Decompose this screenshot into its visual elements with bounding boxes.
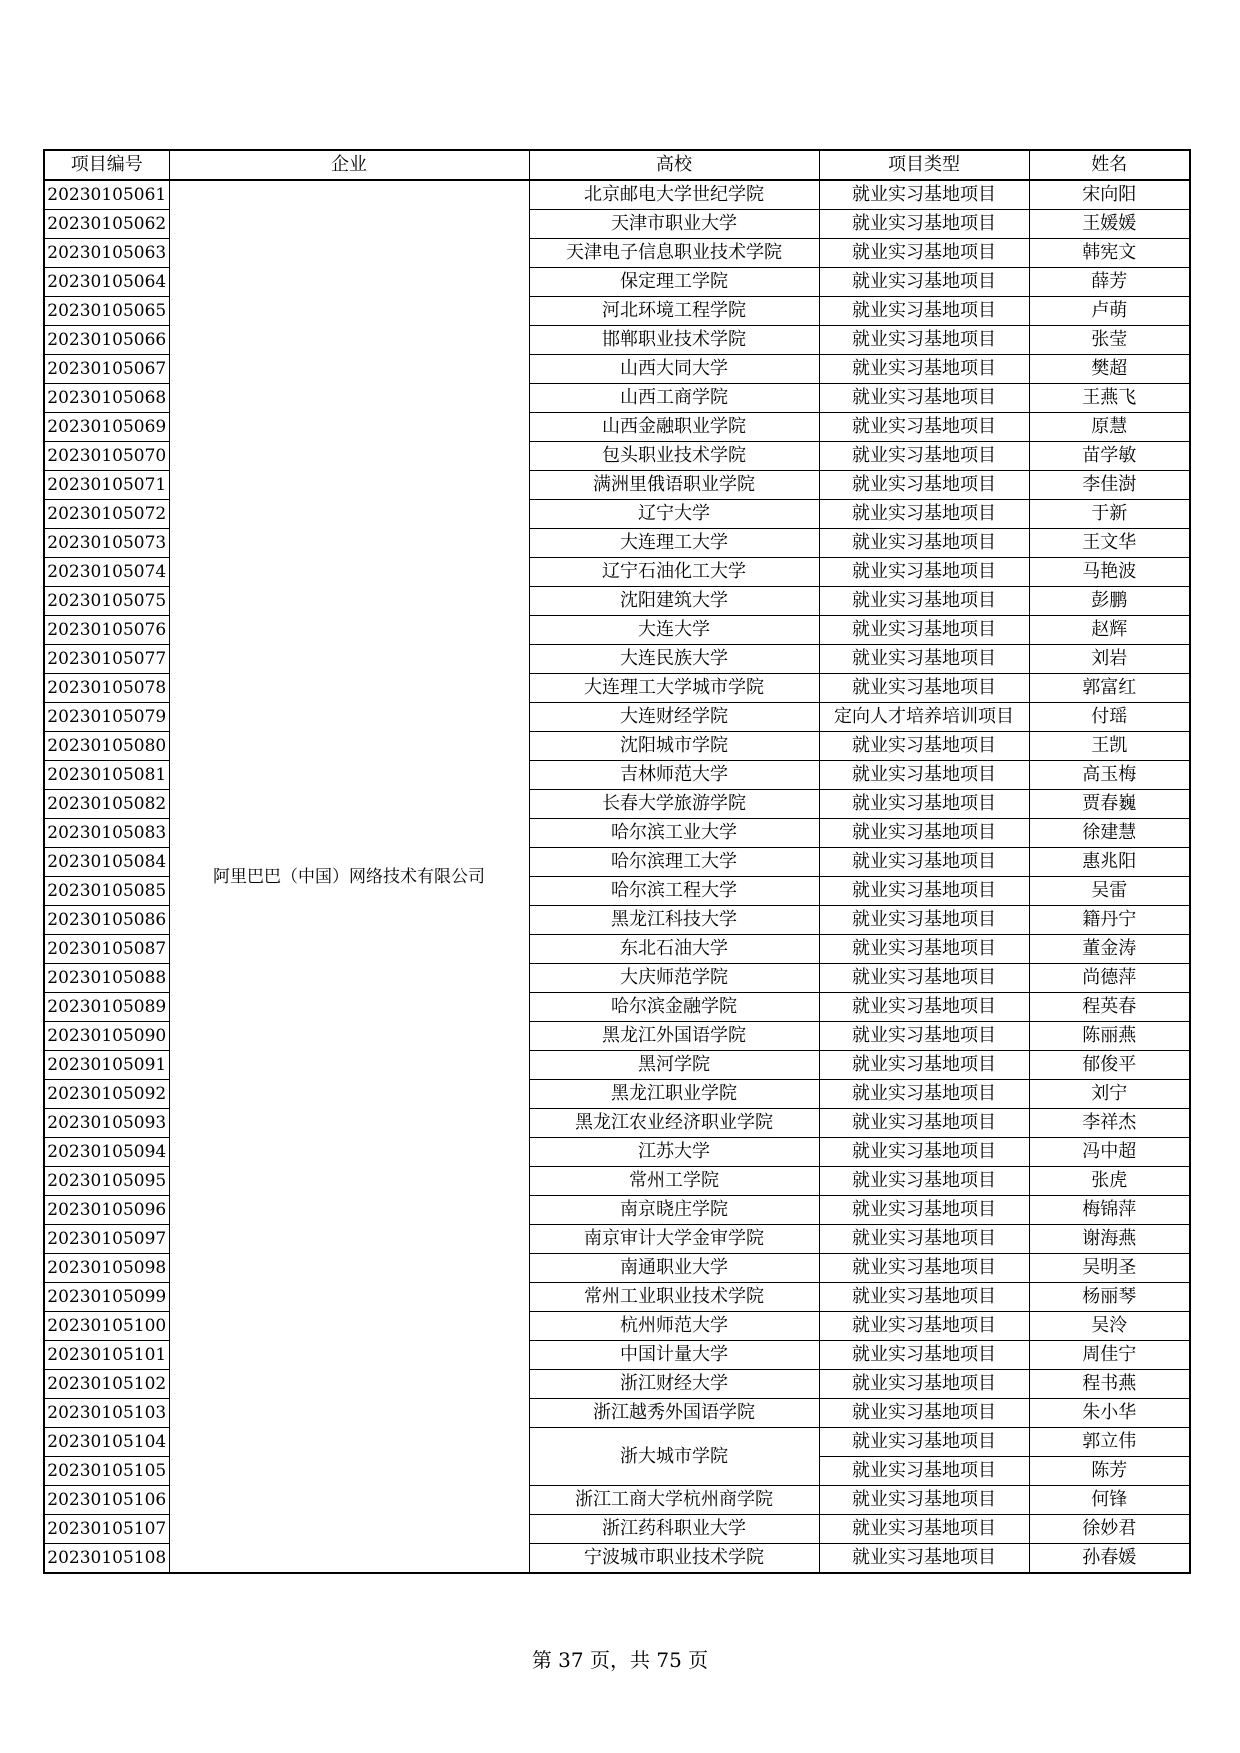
person-name-cell: 韩宪文 — [1029, 239, 1190, 268]
person-name-cell: 宋向阳 — [1029, 180, 1190, 210]
school-cell: 大庆师范学院 — [529, 964, 819, 993]
school-cell: 哈尔滨工程大学 — [529, 877, 819, 906]
project-type-cell: 就业实习基地项目 — [819, 964, 1029, 993]
person-name-cell: 梅锦萍 — [1029, 1196, 1190, 1225]
school-cell: 吉林师范大学 — [529, 761, 819, 790]
project-id-cell: 20230105085 — [44, 877, 169, 906]
project-id-cell: 20230105061 — [44, 180, 169, 210]
project-type-cell: 就业实习基地项目 — [819, 558, 1029, 587]
school-cell: 南京晓庄学院 — [529, 1196, 819, 1225]
school-cell: 大连理工大学城市学院 — [529, 674, 819, 703]
person-name-cell: 于新 — [1029, 500, 1190, 529]
project-id-cell: 20230105108 — [44, 1544, 169, 1574]
project-type-cell: 就业实习基地项目 — [819, 1486, 1029, 1515]
project-id-cell: 20230105088 — [44, 964, 169, 993]
school-cell: 黑龙江外国语学院 — [529, 1022, 819, 1051]
project-type-cell: 就业实习基地项目 — [819, 1254, 1029, 1283]
school-cell: 常州工学院 — [529, 1167, 819, 1196]
project-id-cell: 20230105067 — [44, 355, 169, 384]
project-type-cell: 就业实习基地项目 — [819, 587, 1029, 616]
header-id: 项目编号 — [44, 150, 169, 180]
person-name-cell: 谢海燕 — [1029, 1225, 1190, 1254]
project-id-cell: 20230105072 — [44, 500, 169, 529]
school-cell: 杭州师范大学 — [529, 1312, 819, 1341]
project-type-cell: 就业实习基地项目 — [819, 1544, 1029, 1574]
person-name-cell: 薛芳 — [1029, 268, 1190, 297]
school-cell: 大连财经学院 — [529, 703, 819, 732]
school-cell: 浙江财经大学 — [529, 1370, 819, 1399]
school-cell: 满洲里俄语职业学院 — [529, 471, 819, 500]
person-name-cell: 苗学敏 — [1029, 442, 1190, 471]
person-name-cell: 张虎 — [1029, 1167, 1190, 1196]
header-row — [44, 150, 1190, 180]
person-name-cell: 徐建慧 — [1029, 819, 1190, 848]
project-id-cell: 20230105086 — [44, 906, 169, 935]
header-name: 姓名 — [1029, 150, 1190, 180]
person-name-cell: 冯中超 — [1029, 1138, 1190, 1167]
project-type-cell: 就业实习基地项目 — [819, 1138, 1029, 1167]
person-name-cell: 李祥杰 — [1029, 1109, 1190, 1138]
project-type-cell: 就业实习基地项目 — [819, 268, 1029, 297]
project-type-cell: 就业实习基地项目 — [819, 1515, 1029, 1544]
school-cell: 辽宁大学 — [529, 500, 819, 529]
project-id-cell: 20230105083 — [44, 819, 169, 848]
person-name-cell: 彭鹏 — [1029, 587, 1190, 616]
school-cell: 黑龙江职业学院 — [529, 1080, 819, 1109]
project-id-cell: 20230105092 — [44, 1080, 169, 1109]
project-id-cell: 20230105079 — [44, 703, 169, 732]
school-cell: 常州工业职业技术学院 — [529, 1283, 819, 1312]
project-id-cell: 20230105076 — [44, 616, 169, 645]
table-row — [44, 180, 1190, 210]
project-type-cell: 就业实习基地项目 — [819, 1399, 1029, 1428]
person-name-cell: 孙春媛 — [1029, 1544, 1190, 1574]
header-type: 项目类型 — [819, 150, 1029, 180]
project-type-cell: 就业实习基地项目 — [819, 500, 1029, 529]
school-cell: 南通职业大学 — [529, 1254, 819, 1283]
project-id-cell: 20230105089 — [44, 993, 169, 1022]
project-id-cell: 20230105097 — [44, 1225, 169, 1254]
page-footer: 第 37 页，共 75 页 — [531, 1648, 709, 1672]
project-id-cell: 20230105077 — [44, 645, 169, 674]
project-id-cell: 20230105107 — [44, 1515, 169, 1544]
school-cell: 中国计量大学 — [529, 1341, 819, 1370]
school-cell: 邯郸职业技术学院 — [529, 326, 819, 355]
school-cell: 山西金融职业学院 — [529, 413, 819, 442]
person-name-cell: 周佳宁 — [1029, 1341, 1190, 1370]
school-cell: 浙江越秀外国语学院 — [529, 1399, 819, 1428]
project-id-cell: 20230105093 — [44, 1109, 169, 1138]
person-name-cell: 何锋 — [1029, 1486, 1190, 1515]
project-id-cell: 20230105074 — [44, 558, 169, 587]
person-name-cell: 卢萌 — [1029, 297, 1190, 326]
project-type-cell: 就业实习基地项目 — [819, 732, 1029, 761]
person-name-cell: 程英春 — [1029, 993, 1190, 1022]
project-id-cell: 20230105065 — [44, 297, 169, 326]
project-type-cell: 就业实习基地项目 — [819, 1167, 1029, 1196]
school-cell: 大连大学 — [529, 616, 819, 645]
project-type-cell: 就业实习基地项目 — [819, 1022, 1029, 1051]
school-cell: 北京邮电大学世纪学院 — [529, 180, 819, 210]
person-name-cell: 陈丽燕 — [1029, 1022, 1190, 1051]
school-cell: 包头职业技术学院 — [529, 442, 819, 471]
person-name-cell: 高玉梅 — [1029, 761, 1190, 790]
person-name-cell: 刘岩 — [1029, 645, 1190, 674]
school-cell: 大连理工大学 — [529, 529, 819, 558]
project-id-cell: 20230105078 — [44, 674, 169, 703]
project-id-cell: 20230105066 — [44, 326, 169, 355]
project-id-cell: 20230105096 — [44, 1196, 169, 1225]
school-cell: 长春大学旅游学院 — [529, 790, 819, 819]
project-id-cell: 20230105100 — [44, 1312, 169, 1341]
school-cell: 大连民族大学 — [529, 645, 819, 674]
project-id-cell: 20230105069 — [44, 413, 169, 442]
project-type-cell: 就业实习基地项目 — [819, 1196, 1029, 1225]
project-id-cell: 20230105095 — [44, 1167, 169, 1196]
project-id-cell: 20230105075 — [44, 587, 169, 616]
person-name-cell: 吴雷 — [1029, 877, 1190, 906]
school-cell: 辽宁石油化工大学 — [529, 558, 819, 587]
person-name-cell: 朱小华 — [1029, 1399, 1190, 1428]
project-id-cell: 20230105101 — [44, 1341, 169, 1370]
person-name-cell: 陈芳 — [1029, 1457, 1190, 1486]
school-cell: 黑河学院 — [529, 1051, 819, 1080]
person-name-cell: 马艳波 — [1029, 558, 1190, 587]
person-name-cell: 刘宁 — [1029, 1080, 1190, 1109]
project-id-cell: 20230105081 — [44, 761, 169, 790]
header-school: 高校 — [529, 150, 819, 180]
project-type-cell: 就业实习基地项目 — [819, 906, 1029, 935]
project-type-cell: 就业实习基地项目 — [819, 180, 1029, 210]
school-cell: 浙大城市学院 — [529, 1428, 819, 1486]
project-type-cell: 就业实习基地项目 — [819, 1341, 1029, 1370]
person-name-cell: 李佳澍 — [1029, 471, 1190, 500]
project-type-cell: 就业实习基地项目 — [819, 674, 1029, 703]
person-name-cell: 程书燕 — [1029, 1370, 1190, 1399]
school-cell: 浙江工商大学杭州商学院 — [529, 1486, 819, 1515]
person-name-cell: 尚德萍 — [1029, 964, 1190, 993]
project-type-cell: 就业实习基地项目 — [819, 790, 1029, 819]
project-type-cell: 就业实习基地项目 — [819, 1051, 1029, 1080]
project-type-cell: 就业实习基地项目 — [819, 761, 1029, 790]
project-id-cell: 20230105087 — [44, 935, 169, 964]
school-cell: 哈尔滨工业大学 — [529, 819, 819, 848]
project-type-cell: 就业实习基地项目 — [819, 442, 1029, 471]
person-name-cell: 王燕飞 — [1029, 384, 1190, 413]
school-cell: 天津市职业大学 — [529, 210, 819, 239]
project-type-cell: 就业实习基地项目 — [819, 326, 1029, 355]
school-cell: 沈阳建筑大学 — [529, 587, 819, 616]
project-id-cell: 20230105090 — [44, 1022, 169, 1051]
project-id-cell: 20230105063 — [44, 239, 169, 268]
project-id-cell: 20230105062 — [44, 210, 169, 239]
project-type-cell: 就业实习基地项目 — [819, 355, 1029, 384]
school-cell: 东北石油大学 — [529, 935, 819, 964]
person-name-cell: 吴泠 — [1029, 1312, 1190, 1341]
person-name-cell: 籍丹宁 — [1029, 906, 1190, 935]
project-id-cell: 20230105102 — [44, 1370, 169, 1399]
school-cell: 沈阳城市学院 — [529, 732, 819, 761]
project-id-cell: 20230105073 — [44, 529, 169, 558]
project-id-cell: 20230105071 — [44, 471, 169, 500]
school-cell: 山西大同大学 — [529, 355, 819, 384]
school-cell: 黑龙江科技大学 — [529, 906, 819, 935]
project-id-cell: 20230105098 — [44, 1254, 169, 1283]
project-id-cell: 20230105082 — [44, 790, 169, 819]
project-id-cell: 20230105104 — [44, 1428, 169, 1457]
person-name-cell: 付瑶 — [1029, 703, 1190, 732]
project-type-cell: 就业实习基地项目 — [819, 413, 1029, 442]
project-type-cell: 就业实习基地项目 — [819, 210, 1029, 239]
person-name-cell: 徐妙君 — [1029, 1515, 1190, 1544]
project-type-cell: 就业实习基地项目 — [819, 1428, 1029, 1457]
person-name-cell: 王媛媛 — [1029, 210, 1190, 239]
school-cell: 哈尔滨理工大学 — [529, 848, 819, 877]
project-id-cell: 20230105091 — [44, 1051, 169, 1080]
project-type-cell: 就业实习基地项目 — [819, 239, 1029, 268]
project-type-cell: 就业实习基地项目 — [819, 1080, 1029, 1109]
project-id-cell: 20230105064 — [44, 268, 169, 297]
project-type-cell: 就业实习基地项目 — [819, 645, 1029, 674]
school-cell: 天津电子信息职业技术学院 — [529, 239, 819, 268]
school-cell: 河北环境工程学院 — [529, 297, 819, 326]
project-type-cell: 就业实习基地项目 — [819, 471, 1029, 500]
school-cell: 宁波城市职业技术学院 — [529, 1544, 819, 1574]
school-cell: 山西工商学院 — [529, 384, 819, 413]
project-type-cell: 就业实习基地项目 — [819, 1225, 1029, 1254]
person-name-cell: 樊超 — [1029, 355, 1190, 384]
project-type-cell: 就业实习基地项目 — [819, 1283, 1029, 1312]
project-type-cell: 就业实习基地项目 — [819, 819, 1029, 848]
person-name-cell: 原慧 — [1029, 413, 1190, 442]
person-name-cell: 郁俊平 — [1029, 1051, 1190, 1080]
project-table — [43, 149, 1191, 1574]
person-name-cell: 惠兆阳 — [1029, 848, 1190, 877]
project-type-cell: 就业实习基地项目 — [819, 529, 1029, 558]
person-name-cell: 王凯 — [1029, 732, 1190, 761]
header-company: 企业 — [169, 150, 529, 180]
school-cell: 哈尔滨金融学院 — [529, 993, 819, 1022]
project-id-cell: 20230105068 — [44, 384, 169, 413]
project-type-cell: 就业实习基地项目 — [819, 384, 1029, 413]
school-cell: 南京审计大学金审学院 — [529, 1225, 819, 1254]
person-name-cell: 董金涛 — [1029, 935, 1190, 964]
person-name-cell: 郭富红 — [1029, 674, 1190, 703]
project-type-cell: 就业实习基地项目 — [819, 297, 1029, 326]
project-id-cell: 20230105084 — [44, 848, 169, 877]
school-cell: 江苏大学 — [529, 1138, 819, 1167]
project-type-cell: 就业实习基地项目 — [819, 1312, 1029, 1341]
person-name-cell: 吴明圣 — [1029, 1254, 1190, 1283]
person-name-cell: 杨丽琴 — [1029, 1283, 1190, 1312]
school-cell: 黑龙江农业经济职业学院 — [529, 1109, 819, 1138]
person-name-cell: 贾春巍 — [1029, 790, 1190, 819]
table-body — [44, 180, 1190, 1573]
project-type-cell: 就业实习基地项目 — [819, 1109, 1029, 1138]
project-id-cell: 20230105103 — [44, 1399, 169, 1428]
person-name-cell: 赵辉 — [1029, 616, 1190, 645]
company-cell: 阿里巴巴（中国）网络技术有限公司 — [169, 180, 529, 1573]
person-name-cell: 王文华 — [1029, 529, 1190, 558]
project-id-cell: 20230105106 — [44, 1486, 169, 1515]
project-type-cell: 定向人才培养培训项目 — [819, 703, 1029, 732]
project-type-cell: 就业实习基地项目 — [819, 993, 1029, 1022]
project-id-cell: 20230105080 — [44, 732, 169, 761]
project-id-cell: 20230105099 — [44, 1283, 169, 1312]
project-id-cell: 20230105105 — [44, 1457, 169, 1486]
school-cell: 保定理工学院 — [529, 268, 819, 297]
school-cell: 浙江药科职业大学 — [529, 1515, 819, 1544]
project-type-cell: 就业实习基地项目 — [819, 935, 1029, 964]
project-type-cell: 就业实习基地项目 — [819, 1457, 1029, 1486]
person-name-cell: 郭立伟 — [1029, 1428, 1190, 1457]
project-type-cell: 就业实习基地项目 — [819, 1370, 1029, 1399]
person-name-cell: 张莹 — [1029, 326, 1190, 355]
project-type-cell: 就业实习基地项目 — [819, 877, 1029, 906]
project-id-cell: 20230105070 — [44, 442, 169, 471]
project-type-cell: 就业实习基地项目 — [819, 616, 1029, 645]
project-id-cell: 20230105094 — [44, 1138, 169, 1167]
project-type-cell: 就业实习基地项目 — [819, 848, 1029, 877]
